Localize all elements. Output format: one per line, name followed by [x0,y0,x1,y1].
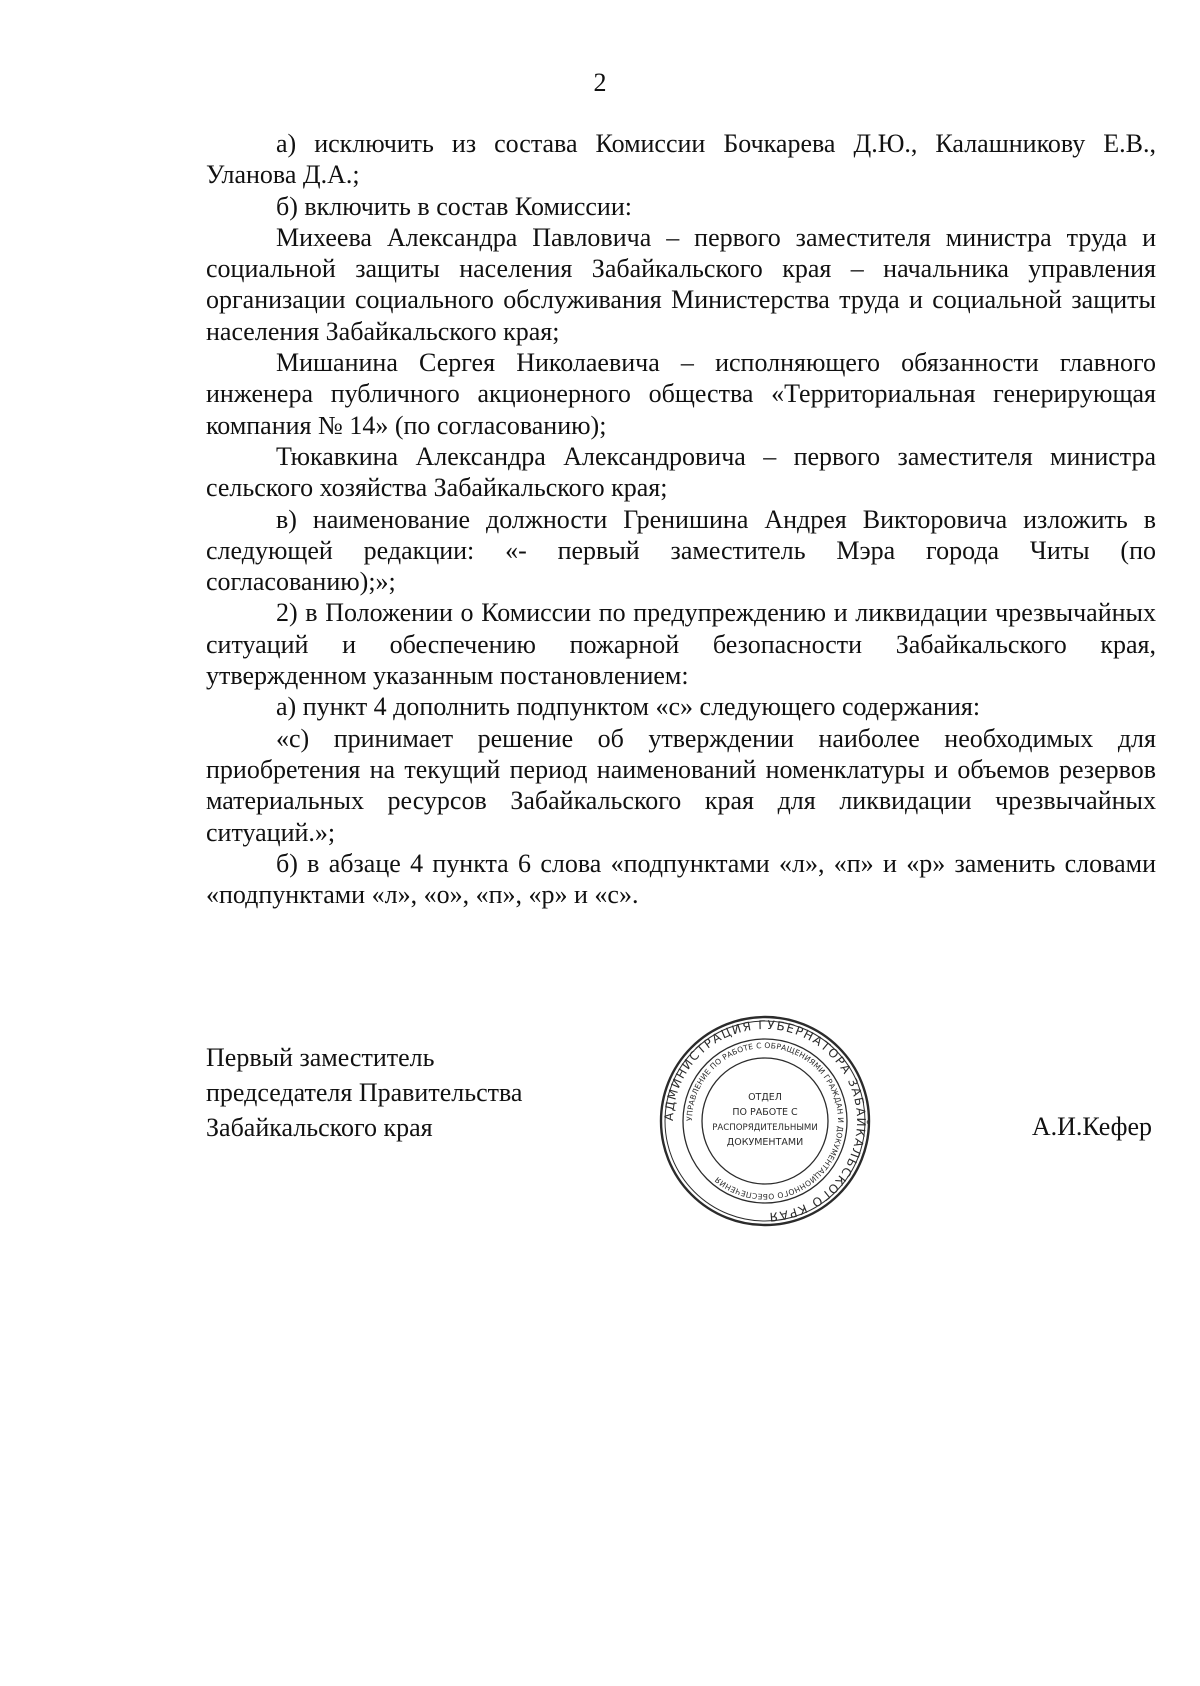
stamp-center-line: РАСПОРЯДИТЕЛЬНЫМИ [712,1123,818,1133]
stamp-center-line: ПО РАБОТЕ С [732,1107,798,1118]
paragraph-subitem-s: «с) принимает решение об утверждении наиболее необходимых для приобретения на текущий период наименований номенклатуры и объемов резервов материальных ресурсов Забайкальского края для ликвидации чрезвычайных ситуаций.»; [206,723,1156,847]
signer-position-line: Первый заместитель [206,1043,435,1072]
official-stamp [657,1013,873,1229]
stamp-center-line: ОТДЕЛ [748,1092,782,1103]
paragraph-member-tyukavkin: Тюкавкина Александра Александровича – первого заместителя министра сельского хозяйства Забайкальского края; [206,441,1156,503]
stamp-ring-center [702,1058,828,1184]
paragraph-grenishin-position: в) наименование должности Гренишина Андрея Викторовича изложить в следующей редакции: «- первый заместитель Мэра города Читы (по согласованию);»; [206,504,1156,597]
paragraph-member-mishanin: Мишанина Сергея Николаевича – исполняющего обязанности главного инженера публичного акционерного общества «Территориальная генерирующая компания № 14» (по согласованию); [206,348,1156,440]
stamp-ring-middle [683,1039,847,1203]
document-body [206,128,1156,910]
paragraph-member-mikheev: Михеева Александра Павловича – первого заместителя министра труда и социальной защиты населения Забайкальского края – начальника управления организации социального обслуживания Министерства труда и социальной защиты населения Забайкальского края; [206,222,1156,346]
stamp-center-line: ДОКУМЕНТАМИ [726,1137,804,1148]
stamp-middle-text: УПРАВЛЕНИЕ ПО РАБОТЕ С ОБРАЩЕНИЯМИ ГРАЖДАН И ДОКУМЕНТАЦИОННОГО ОБЕСПЕЧЕНИЯ [684,1040,846,1202]
paragraph-exclude-members: а) исключить из состава Комиссии Бочкарева Д.Ю., Калашникову Е.В., Уланова Д.А.; [206,129,1156,190]
paragraph-item4-addition: а) пункт 4 дополнить подпунктом «с» следующего содержания: [276,692,981,722]
stamp-outer-text: АДМИНИСТРАЦИЯ ГУБЕРНАТОРА ЗАБАЙКАЛЬСКОГО КРАЯ [661,1017,869,1225]
signer-position-line: Забайкальского края [206,1113,433,1142]
signer-position-line: председателя Правительства [206,1078,523,1107]
paragraph-item6-replacement: б) в абзаце 4 пункта 6 слова «подпунктами «л», «п» и «р» заменить словами «подпунктами «л», «о», «п», «р» и «с». [206,848,1156,910]
page-number: 2 [593,68,607,97]
signer-name: А.И.Кефер [1031,1112,1152,1141]
signer-position [206,1040,522,1145]
paragraph-regulation-amendments: 2) в Положении о Комиссии по предупреждению и ликвидации чрезвычайных ситуаций и обеспечению пожарной безопасности Забайкальского края, утвержденном указанным постановлением: [206,598,1156,691]
paragraph-include-heading: б) включить в состав Комиссии: [276,191,632,221]
